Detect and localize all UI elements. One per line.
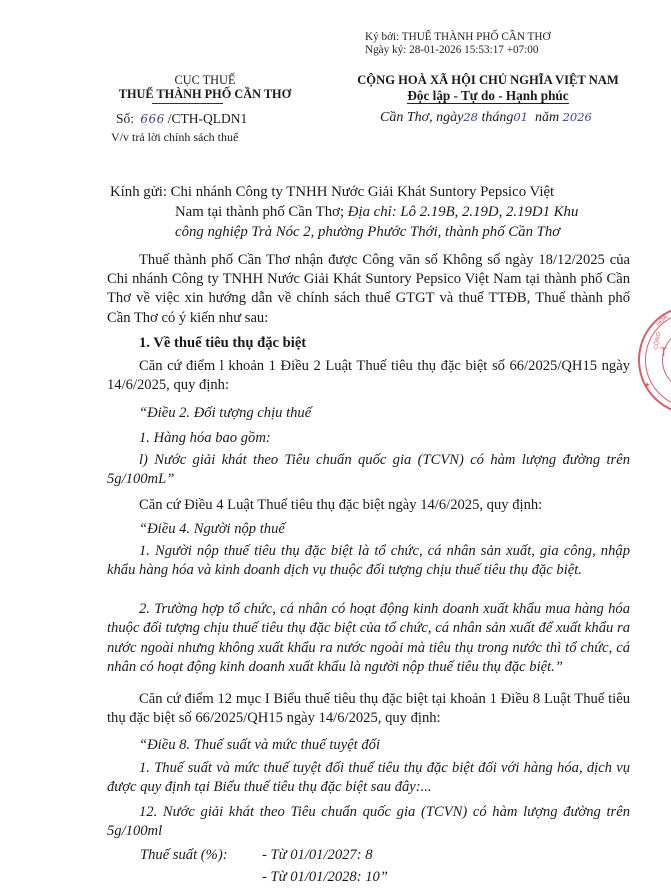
place-label: Cần Thơ, ngày — [380, 110, 464, 125]
doc-no-prefix: Số: — [116, 111, 135, 126]
tax-rate-2028: - Từ 01/01/2028: 10” — [262, 869, 388, 885]
recipient-address-2: công nghiệp Trà Nóc 2, phường Phước Thới, thành phố Cần Thơ — [175, 224, 561, 240]
stamp-arc-text-2: HOÀ — [655, 314, 670, 328]
document-subject: V/v trả lời chính sách thuế — [111, 130, 239, 144]
article-4-title: “Điều 4. Người nộp thuế — [139, 521, 285, 537]
department-name: CỤC THUẾ — [174, 73, 236, 87]
motto-text: Độc lập - Tự do - Hạnh phúc — [407, 88, 569, 103]
document-number — [116, 111, 247, 127]
place-and-date — [380, 110, 592, 126]
year-label: năm — [534, 110, 560, 125]
article-4-item-2: 2. Trường hợp tổ chức, cá nhân có hoạt động kinh doanh xuất khẩu mua hàng hóa thuộc đối tượng chịu thuế tiêu thụ đặc biệt của tổ chức, cá nhân sản xuất để xuất khẩu ra nước ngoài nhưng không xuất khẩu ra nước ngoài mà tiêu thụ trong nước thì tổ chức, cá nhân có hoạt động kinh doanh xuất khẩu là người nộp thuế tiêu thụ đặc biệt.” — [107, 601, 630, 675]
recipient-address-1: Địa chỉ: Lô 2.19B, 2.19D, 2.19D1 Khu — [347, 204, 579, 220]
recipient-block — [110, 182, 630, 242]
doc-no-handwritten: 666 — [140, 112, 165, 126]
article-8-item-1: 1. Thuế suất và mức thuế tuyệt đối thuế tiêu thụ đặc biệt đối với hàng hóa, dịch vụ được quy định tại Biểu thuế tiêu thụ đặc biệt sau đây:... — [107, 760, 630, 795]
recipient-line2: Nam tại thành phố Cần Thơ; — [175, 204, 348, 220]
stamp-center-letter: T — [660, 345, 668, 359]
digital-signature — [365, 31, 551, 57]
basis-1-paragraph: Căn cứ điểm l khoản 1 Điều 2 Luật Thuế tiêu thụ đặc biệt số 66/2025/QH15 ngày 14/6/2025, quy định: — [107, 358, 630, 393]
section-1-heading: 1. Về thuế tiêu thụ đặc biệt — [139, 335, 307, 351]
tax-rate-2027: - Từ 01/01/2027: 8 — [262, 847, 373, 863]
agency-name: THUẾ THÀNH PHỐ CẦN THƠ — [118, 87, 292, 101]
recipient-line1: Chi nhánh Công ty TNHH Nước Giải Khát Suntory Pepsico Việt — [170, 184, 555, 200]
article-2-title: “Điều 2. Đối tượng chịu thuế — [139, 405, 312, 421]
month-handwritten: 01 — [513, 110, 528, 124]
agency-underline-divider — [152, 103, 223, 104]
nation-title: CỘNG HOÀ XÃ HỘI CHỦ NGHĨA VIỆT NAM — [357, 73, 619, 87]
day-handwritten: 28 — [463, 110, 478, 124]
recipient-label: Kính gửi: — [110, 184, 167, 200]
article-8-item-12: 12. Nước giải khát theo Tiêu chuẩn quốc gia (TCVN) có hàm lượng đường trên 5g/100ml — [107, 804, 630, 839]
basis-3-paragraph: Căn cứ điểm 12 mục I Biểu thuế tiêu thụ đặc biệt tại khoản 1 Điều 8 Luật Thuế tiêu thụ đặc biệt số 66/2025/QH15 ngày 14/6/2025, quy định: — [107, 691, 630, 726]
basis-2-paragraph: Căn cứ Điều 4 Luật Thuế tiêu thụ đặc biệt ngày 14/6/2025, quy định: — [139, 497, 543, 513]
stamp-arc-text-1: CỘNG — [653, 331, 663, 351]
intro-paragraph: Thuế thành phố Cần Thơ nhận được Công văn số Không số ngày 18/12/2025 của Chi nhánh Công ty TNHH Nước Giải Khát Suntory Pepsico Việt Nam tại thành phố Cần Thơ về việc xin hướng dẫn về chính sách thuế GTGT và thuế TTĐB, Thuế thành phố Cần Thơ có ý kiến như sau: — [107, 252, 630, 326]
doc-no-suffix: /CTH-QLDN1 — [167, 111, 248, 126]
signed-date: Ngày ký: 28-01-2026 15:53:17 +07:00 — [365, 44, 539, 56]
signed-by: Ký bởi: THUẾ THÀNH PHỐ CẦN THƠ — [365, 31, 551, 43]
month-label: tháng — [481, 110, 514, 125]
article-2-item-l: l) Nước giải khát theo Tiêu chuẩn quốc gia (TCVN) có hàm lượng đường trên 5g/100mL” — [107, 452, 630, 487]
article-8-title: “Điều 8. Thuế suất và mức thuế tuyệt đối — [139, 737, 381, 753]
national-motto — [323, 88, 653, 104]
tax-rate-label: Thuế suất (%): — [140, 847, 228, 863]
article-4-item-1: 1. Người nộp thuế tiêu thụ đặc biệt là tổ chức, cá nhân sản xuất, gia công, nhập khẩu hàng hóa và kinh doanh dịch vụ thuộc đối tượng chịu thuế tiêu thụ đặc biệt. — [107, 543, 630, 579]
article-2-item-1: 1. Hàng hóa bao gồm: — [139, 430, 271, 446]
year-handwritten: 2026 — [562, 110, 592, 124]
stamp-star-icon: ★ — [644, 381, 651, 389]
